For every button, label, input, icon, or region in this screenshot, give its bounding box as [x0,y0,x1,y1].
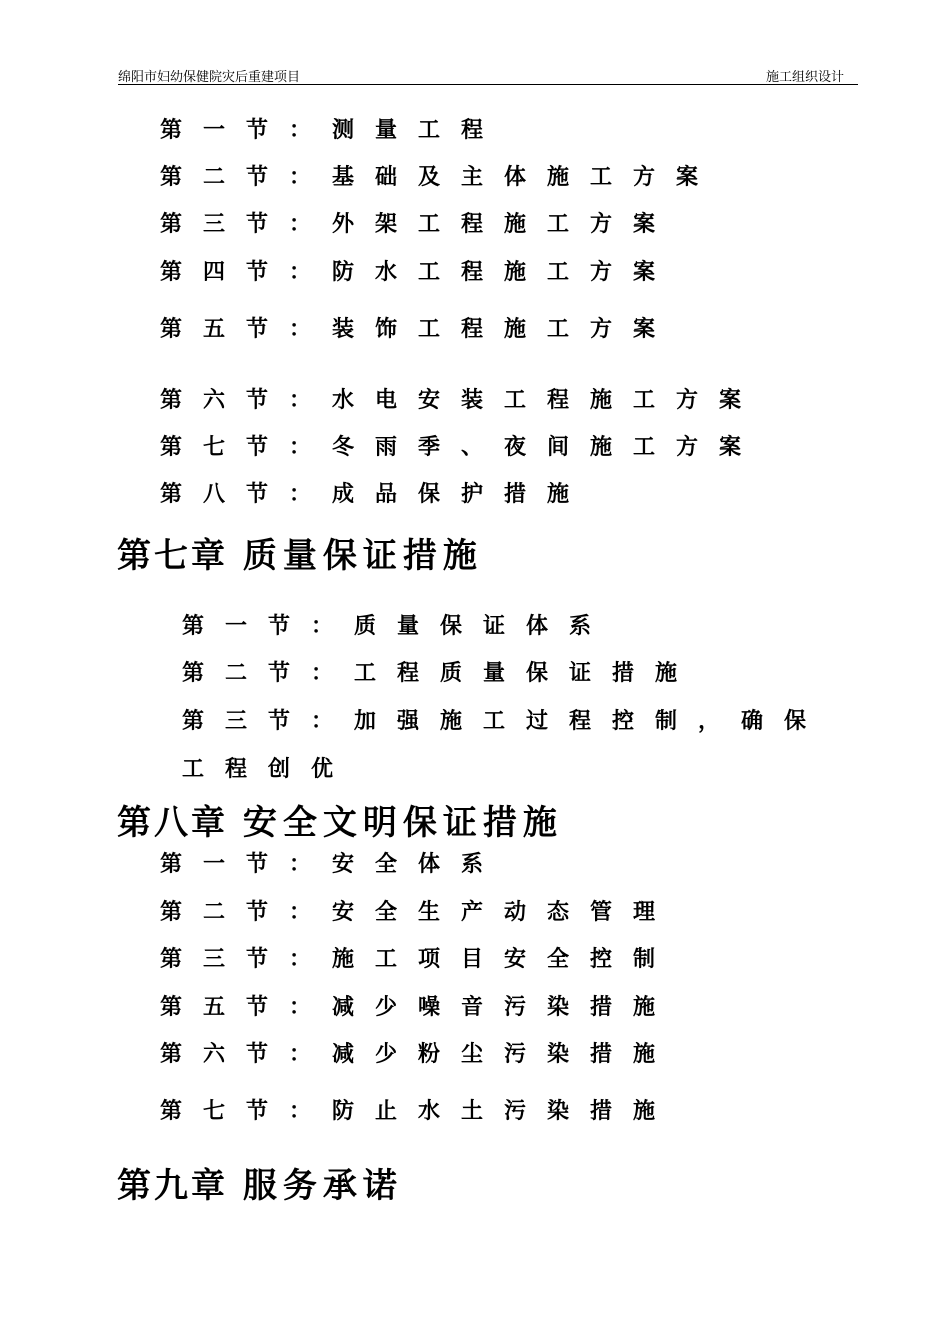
toc-chapter-heading [117,1158,403,1207]
chapter-number: 第九章 [117,1166,228,1206]
toc-section-line: 第一节：测量工程 [160,117,505,143]
toc-section-line: 第三节：外架工程施工方案 [160,211,677,237]
toc-section-line: 第五节：装饰工程施工方案 [160,316,677,342]
toc-section-line: 第六节：水电安装工程施工方案 [160,387,763,413]
toc-chapter-heading [117,528,483,577]
toc-section-line: 第六节：减少粉尘污染措施 [160,1041,677,1067]
toc-section-line: 工程创优 [182,756,355,782]
toc-section-line: 第四节：防水工程施工方案 [160,259,677,285]
chapter-number: 第七章 [117,536,228,576]
toc-section-line: 第七节：冬雨季、夜间施工方案 [160,434,763,460]
toc-section-line: 第七节：防止水土污染措施 [160,1098,677,1124]
toc-section-line: 第二节：安全生产动态管理 [160,899,677,925]
header-doc-title: 施工组织设计 [765,70,844,85]
chapter-title: 安全文明保证措施 [242,803,563,843]
toc-section-line: 第一节：质量保证体系 [182,613,613,639]
toc-section-line: 第八节：成品保护措施 [160,481,591,507]
chapter-title: 质量保证措施 [242,536,483,576]
toc-section-line: 第一节：安全体系 [160,851,505,877]
chapter-number: 第八章 [117,803,228,843]
page-header [118,64,858,85]
header-project-title: 绵阳市妇幼保健院灾后重建项目 [118,70,301,85]
toc-section-line: 第五节：减少噪音污染措施 [160,994,677,1020]
toc-section-line: 第二节：工程质量保证措施 [182,660,699,686]
toc-section-line: 第三节：施工项目安全控制 [160,946,677,972]
toc-chapter-heading [117,795,563,844]
toc-section-line: 第二节：基础及主体施工方案 [160,164,720,190]
chapter-title: 服务承诺 [242,1166,403,1206]
toc-section-line: 第三节：加强施工过程控制，确保 [182,708,828,734]
